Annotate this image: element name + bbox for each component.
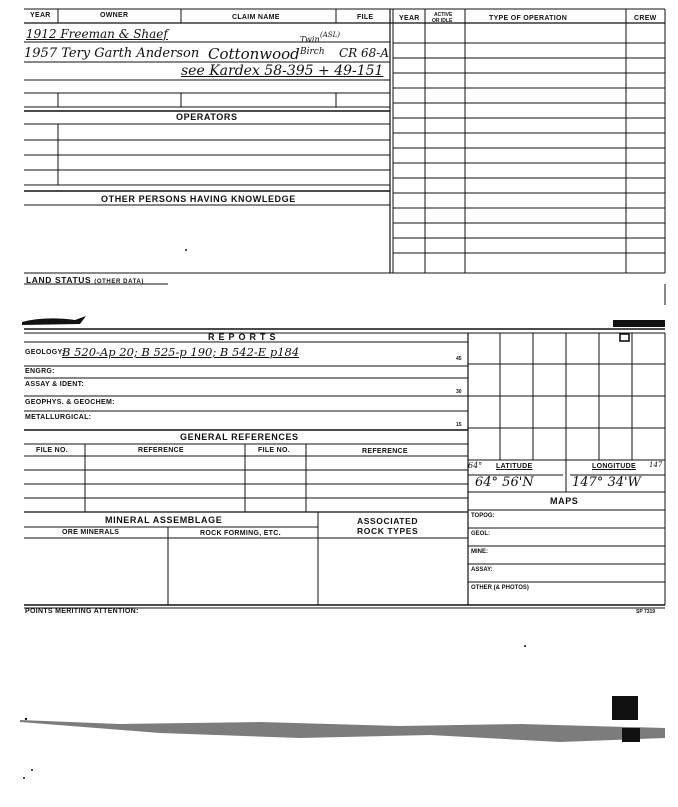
maps-topog: TOPOG:: [471, 513, 495, 519]
claim-asl-note: (ASL): [320, 31, 340, 39]
points-meriting-attention: POINTS MERITING ATTENTION:: [25, 608, 139, 615]
owner-entry-1957: 1957 Tery Garth Anderson: [24, 46, 200, 61]
longitude-label: LONGITUDE: [592, 463, 636, 470]
file-entry: CR 68-A: [339, 46, 390, 60]
ref-reference-2: REFERENCE: [362, 448, 408, 455]
header-file: FILE: [357, 14, 374, 21]
maps-heading: MAPS: [550, 496, 579, 506]
kardex-reference: see Kardex 58-395 + 49-151: [181, 63, 384, 79]
header-owner: OWNER: [100, 12, 129, 19]
operators-heading: OPERATORS: [176, 112, 238, 122]
reports-heading: REPORTS: [208, 332, 280, 342]
general-references-heading: GENERAL REFERENCES: [180, 432, 299, 442]
longitude-value: 147° 34'W: [572, 475, 641, 490]
mineral-assemblage-heading: MINERAL ASSEMBLAGE: [105, 515, 223, 525]
header-type-of-operation: TYPE OF OPERATION: [489, 15, 568, 22]
engrg-label: ENGRG:: [25, 368, 55, 375]
form-code: SP 7319: [636, 609, 656, 615]
maps-mine: MINE:: [471, 549, 488, 555]
latitude-value: 64° 56'N: [475, 475, 534, 490]
scale-15: 15: [456, 422, 462, 428]
rock-types-label: ROCK TYPES: [357, 526, 419, 536]
owner-entry-1912: 1912 Freeman & Shaef: [26, 27, 168, 41]
header-crew: CREW: [634, 15, 657, 22]
latitude-prefix: 64°: [468, 461, 483, 470]
ref-file-no-2: FILE NO.: [258, 447, 290, 454]
latitude-label: LATITUDE: [496, 463, 533, 470]
ref-file-no-1: FILE NO.: [36, 447, 68, 454]
rock-forming-label: ROCK FORMING, ETC.: [200, 530, 281, 537]
ore-minerals-label: ORE MINERALS: [62, 529, 120, 536]
maps-assay: ASSAY:: [471, 567, 493, 573]
header-active: ACTIVE: [434, 12, 453, 18]
header-claim-name: CLAIM NAME: [232, 14, 280, 21]
geology-value: B 520-Ap 20; B 525-p 190; B 542-E p184: [62, 345, 300, 359]
metallurgical-label: METALLURGICAL:: [25, 414, 92, 421]
land-status-label: LAND STATUS: [26, 275, 92, 285]
geophys-geochem-label: GEOPHYS. & GEOCHEM:: [25, 399, 115, 406]
ref-reference-1: REFERENCE: [138, 447, 184, 454]
scale-45: 45: [456, 356, 462, 362]
land-status-heading: [26, 275, 144, 285]
associated-label: ASSOCIATED: [357, 516, 419, 526]
header-year: YEAR: [30, 12, 51, 19]
geology-label: GEOLOGY:: [25, 349, 65, 356]
claim-name-birch: Birch: [300, 47, 325, 57]
other-persons-heading: OTHER PERSONS HAVING KNOWLEDGE: [101, 194, 296, 204]
maps-other-photos: OTHER (& PHOTOS): [471, 585, 529, 591]
header-or-idle: OR IDLE: [432, 18, 453, 24]
assay-ident-label: ASSAY & IDENT:: [25, 381, 85, 388]
scale-30: 30: [456, 389, 462, 395]
longitude-prefix: 147: [649, 461, 663, 469]
claim-name-cottonwood: Cottonwood: [208, 45, 300, 63]
maps-geol: GEOL:: [471, 531, 490, 537]
header-year-2: YEAR: [399, 15, 420, 22]
land-status-sub: (OTHER DATA): [94, 279, 144, 285]
claim-name-twin: Twin: [300, 35, 320, 44]
